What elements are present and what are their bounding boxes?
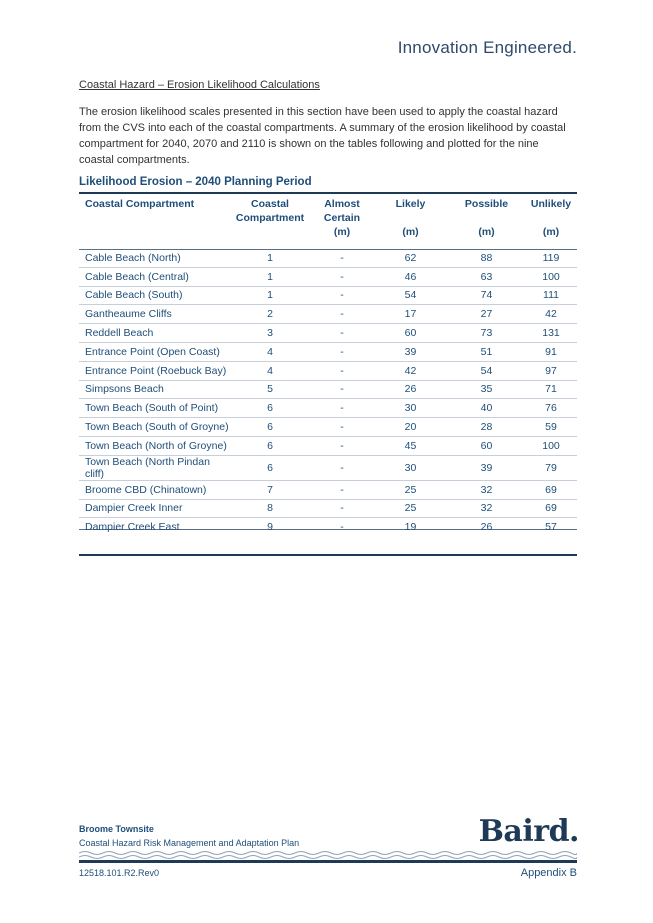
row-value-cell: - xyxy=(311,418,373,437)
row-value-cell: 100 xyxy=(525,267,577,286)
section-title: Coastal Hazard – Erosion Likelihood Calculations xyxy=(79,79,320,91)
row-value-cell: - xyxy=(311,267,373,286)
row-value-cell: 19 xyxy=(404,521,417,534)
row-value-cell: 131 xyxy=(525,324,577,343)
row-value-cell: 57 xyxy=(545,521,557,534)
row-value-cell: 6 xyxy=(229,418,311,437)
row-value-cell: 74 xyxy=(448,286,525,305)
row-value-cell: 1 xyxy=(229,249,311,267)
row-value-cell: 6 xyxy=(229,399,311,418)
table-row xyxy=(79,324,577,343)
col-header-almost-certain: Almost Certain (m) xyxy=(323,198,361,238)
row-value-cell: 71 xyxy=(525,380,577,399)
footer-wave-decoration xyxy=(79,850,577,864)
row-value-cell: 60 xyxy=(448,436,525,455)
row-location-cell: Entrance Point (Roebuck Bay) xyxy=(79,361,229,380)
row-value-cell: 26 xyxy=(373,380,448,399)
intro-paragraph: The erosion likelihood scales presented in this section have been used to apply the coastal hazard from the CVS into each of the coastal compartments. A summary of the erosion likelihood by coastal compartment for 2040, 2070 and 2110 is shown on the tables following and plotted for the nine coastal compartments. xyxy=(79,106,566,166)
row-location-cell: Cable Beach (North) xyxy=(79,249,229,267)
row-value-cell: - xyxy=(311,342,373,361)
row-value-cell: 6 xyxy=(229,455,311,480)
row-value-cell: 111 xyxy=(525,286,577,305)
row-value-cell: 54 xyxy=(373,286,448,305)
row-value-cell: 60 xyxy=(373,324,448,343)
row-value-cell: 6 xyxy=(229,436,311,455)
table-row xyxy=(79,267,577,286)
row-value-cell: - xyxy=(311,399,373,418)
table-row xyxy=(79,418,577,437)
table-top-rule xyxy=(79,192,577,194)
row-value-cell: - xyxy=(311,455,373,480)
table-row xyxy=(79,361,577,380)
row-value-cell: - xyxy=(311,499,373,518)
row-location-cell: Town Beach (South of Groyne) xyxy=(79,418,229,437)
table-row xyxy=(79,286,577,305)
row-value-cell: - xyxy=(311,249,373,267)
row-value-cell: - xyxy=(340,521,344,534)
row-value-cell: 54 xyxy=(448,361,525,380)
row-value-cell: 76 xyxy=(525,399,577,418)
row-value-cell: 45 xyxy=(373,436,448,455)
row-value-cell: 39 xyxy=(448,455,525,480)
col-header-compartment: Coastal Compartment xyxy=(85,198,195,210)
row-value-cell: 5 xyxy=(229,380,311,399)
footer-subtitle: Coastal Hazard Risk Management and Adaptation Plan xyxy=(79,838,300,848)
row-value-cell: 62 xyxy=(373,249,448,267)
row-location-cell: Entrance Point (Open Coast) xyxy=(79,342,229,361)
table-row xyxy=(79,518,577,536)
row-location-cell: Town Beach (North of Groyne) xyxy=(79,436,229,455)
row-value-cell: 100 xyxy=(525,436,577,455)
row-value-cell: 17 xyxy=(373,305,448,324)
table-row xyxy=(79,399,577,418)
row-value-cell: 2 xyxy=(229,305,311,324)
row-value-cell: 30 xyxy=(373,399,448,418)
row-value-cell: 39 xyxy=(373,342,448,361)
footer-project: Broome Townsite xyxy=(79,824,154,834)
row-value-cell: 26 xyxy=(480,521,493,534)
row-value-cell: 119 xyxy=(525,249,577,267)
baird-logo: Baird. xyxy=(478,814,579,849)
row-value-cell: 4 xyxy=(229,361,311,380)
erosion-table xyxy=(79,197,577,536)
row-value-cell: 28 xyxy=(448,418,525,437)
row-value-cell: - xyxy=(311,480,373,499)
row-value-cell: 42 xyxy=(525,305,577,324)
row-value-cell: 8 xyxy=(229,499,311,518)
row-value-cell: 79 xyxy=(525,455,577,480)
row-value-cell: 30 xyxy=(373,455,448,480)
row-location-cell: Reddell Beach xyxy=(79,324,229,343)
row-value-cell: 4 xyxy=(229,342,311,361)
row-value-cell: 9 xyxy=(267,521,273,534)
table-row xyxy=(79,342,577,361)
row-value-cell: 42 xyxy=(373,361,448,380)
row-value-cell: 35 xyxy=(448,380,525,399)
tagline: Innovation Engineered. xyxy=(397,38,577,57)
row-value-cell: 63 xyxy=(448,267,525,286)
table-end-rule xyxy=(79,554,577,556)
table-row xyxy=(79,480,577,499)
row-value-cell: 1 xyxy=(229,286,311,305)
row-value-cell: 1 xyxy=(229,267,311,286)
row-value-cell: - xyxy=(311,286,373,305)
row-value-cell: 32 xyxy=(448,499,525,518)
row-value-cell: 46 xyxy=(373,267,448,286)
table-row xyxy=(79,436,577,455)
row-location-cell: Broome CBD (Chinatown) xyxy=(79,480,229,499)
row-value-cell: 69 xyxy=(525,499,577,518)
row-value-cell: 88 xyxy=(448,249,525,267)
row-value-cell: 91 xyxy=(525,342,577,361)
row-location-cell: Town Beach (South of Point) xyxy=(79,399,229,418)
row-value-cell: 51 xyxy=(448,342,525,361)
row-value-cell: 25 xyxy=(373,480,448,499)
row-location-cell: Cable Beach (Central) xyxy=(79,267,229,286)
row-value-cell: - xyxy=(311,324,373,343)
row-location-cell: Dampier Creek East xyxy=(85,521,180,534)
row-value-cell: - xyxy=(311,305,373,324)
row-value-cell: - xyxy=(311,436,373,455)
row-value-cell: 32 xyxy=(448,480,525,499)
table-title: Likelihood Erosion – 2040 Planning Period xyxy=(79,176,312,188)
row-value-cell: 27 xyxy=(448,305,525,324)
row-value-cell: 20 xyxy=(373,418,448,437)
row-location-cell: Cable Beach (South) xyxy=(79,286,229,305)
row-value-cell: 40 xyxy=(448,399,525,418)
col-header-coastal-compartment: Coastal Compartment xyxy=(235,198,305,224)
document-id: 12518.101.R2.Rev0 xyxy=(79,868,160,878)
row-value-cell: 73 xyxy=(448,324,525,343)
row-location-cell: Dampier Creek Inner xyxy=(79,499,229,518)
table-row xyxy=(79,305,577,324)
row-value-cell: 97 xyxy=(525,361,577,380)
table-row xyxy=(79,249,577,267)
row-location-cell: Town Beach (North Pindan cliff) xyxy=(79,455,229,480)
appendix-label: Appendix B xyxy=(520,867,577,879)
row-value-cell: - xyxy=(311,380,373,399)
row-value-cell: 69 xyxy=(525,480,577,499)
table-header-row xyxy=(79,197,577,249)
table-row xyxy=(79,499,577,518)
table-row xyxy=(79,455,577,480)
row-location-cell: Simpsons Beach xyxy=(79,380,229,399)
row-value-cell: 59 xyxy=(525,418,577,437)
table-row xyxy=(79,380,577,399)
col-header-unlikely: Unlikely (m) xyxy=(530,198,572,238)
row-value-cell: 3 xyxy=(229,324,311,343)
row-value-cell: - xyxy=(311,361,373,380)
row-location-cell: Gantheaume Cliffs xyxy=(79,305,229,324)
col-header-possible: Possible (m) xyxy=(464,198,509,238)
row-value-cell: 25 xyxy=(373,499,448,518)
col-header-likely: Likely (m) xyxy=(395,198,426,238)
row-value-cell: 7 xyxy=(229,480,311,499)
